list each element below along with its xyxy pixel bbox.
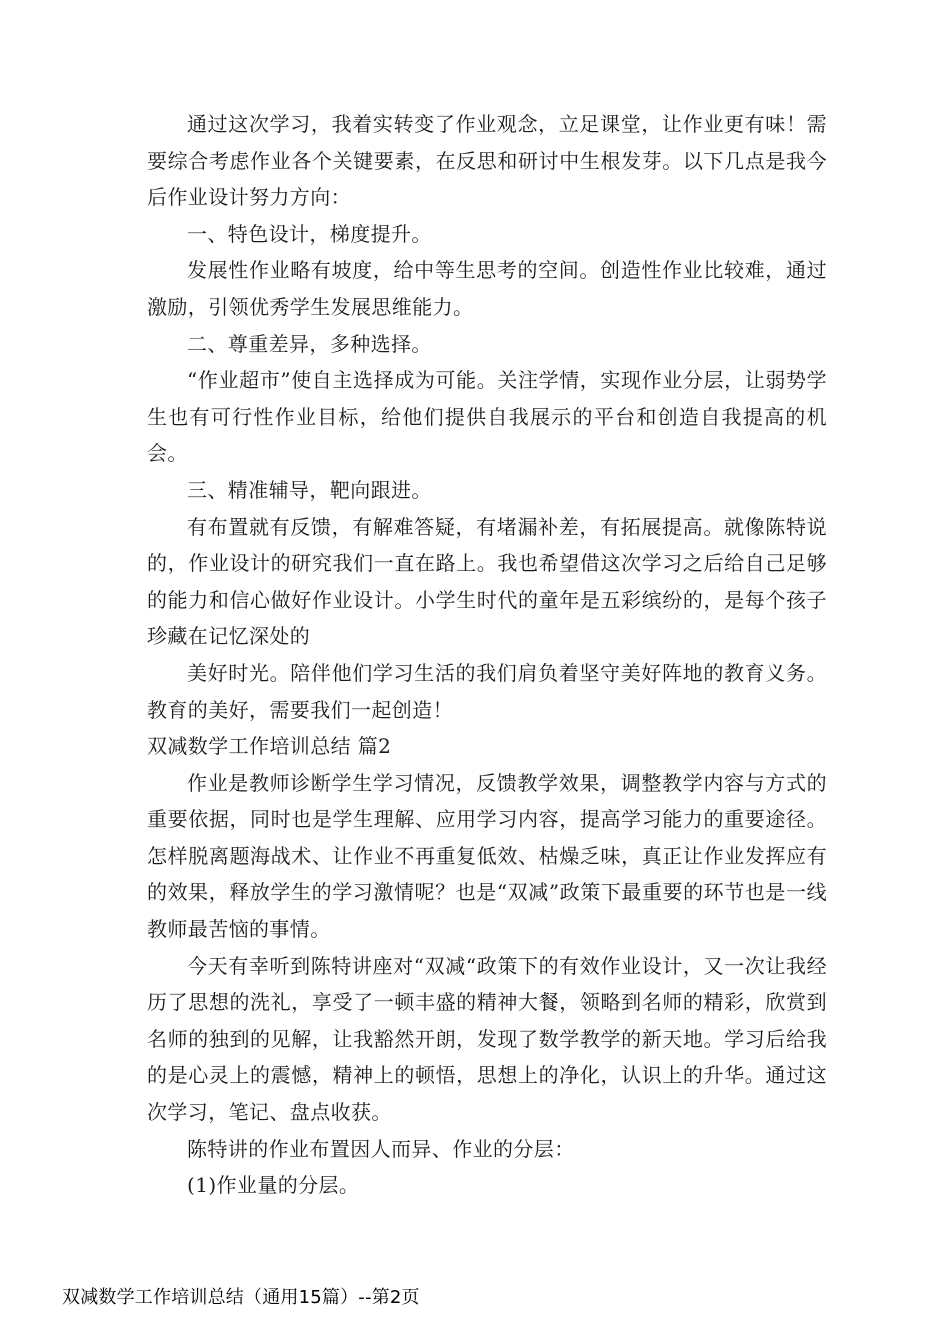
point-heading-1: 一、特色设计，梯度提升。 bbox=[187, 221, 432, 246]
paragraph-point-1: 发展性作业略有坡度，给中等生思考的空间。创造性作业比较难，通过激励，引领优秀学生发展思维能力。 bbox=[147, 258, 827, 319]
page-footer: 双减数学工作培训总结（通用15篇）--第2页 bbox=[62, 1287, 420, 1308]
paragraph-section2-4: (1)作业量的分层。 bbox=[187, 1173, 360, 1198]
paragraph-section2-3: 陈特讲的作业布置因人而异、作业的分层： bbox=[187, 1136, 575, 1161]
document-body bbox=[147, 106, 827, 1204]
paragraph-point-3: 有布置就有反馈，有解难答疑，有堵漏补差，有拓展提高。就像陈特说的，作业设计的研究我们一直在路上。我也希望借这次学习之后给自己足够的能力和信心做好作业设计。小学生时代的童年是五彩缤纷的，是每个孩子珍藏在记忆深处的 bbox=[147, 514, 827, 649]
point-heading-3: 三、精准辅导，靶向跟进。 bbox=[187, 477, 432, 502]
paragraph-point-2: “作业超市”使自主选择成为可能。关注学情，实现作业分层，让弱势学生也有可行性作业目标，给他们提供自我展示的平台和创造自我提高的机会。 bbox=[147, 368, 827, 466]
point-heading-2: 二、尊重差异，多种选择。 bbox=[187, 331, 432, 356]
section-title: 双减数学工作培训总结 篇2 bbox=[147, 734, 392, 759]
paragraph-section2-2: 今天有幸听到陈特讲座对“双减“政策下的有效作业设计，又一次让我经历了思想的洗礼，享受了一顿丰盛的精神大餐，领略到名师的精彩，欣赏到名师的独到的见解，让我豁然开朗，发现了数学教学的新天地。学习后给我的是心灵上的震憾，精神上的顿悟，思想上的净化，认识上的升华。通过这次学习，笔记、盘点收获。 bbox=[147, 953, 827, 1125]
paragraph-intro: 通过这次学习，我着实转变了作业观念，立足课堂，让作业更有味！需要综合考虑作业各个关键要素，在反思和研讨中生根发芽。以下几点是我今后作业设计努力方向： bbox=[147, 112, 827, 210]
paragraph-closing: 美好时光。陪伴他们学习生活的我们肩负着坚守美好阵地的教育义务。教育的美好，需要我们一起创造！ bbox=[147, 660, 827, 722]
paragraph-section2-1: 作业是教师诊断学生学习情况，反馈教学效果，调整教学内容与方式的重要依据，同时也是学生理解、应用学习内容，提高学习能力的重要途径。怎样脱离题海战术、让作业不再重复低效、枯燥乏味，真正让作业发挥应有的效果，释放学生的学习激情呢？也是“双减”政策下最重要的环节也是一线教师最苦恼的事情。 bbox=[147, 770, 827, 942]
